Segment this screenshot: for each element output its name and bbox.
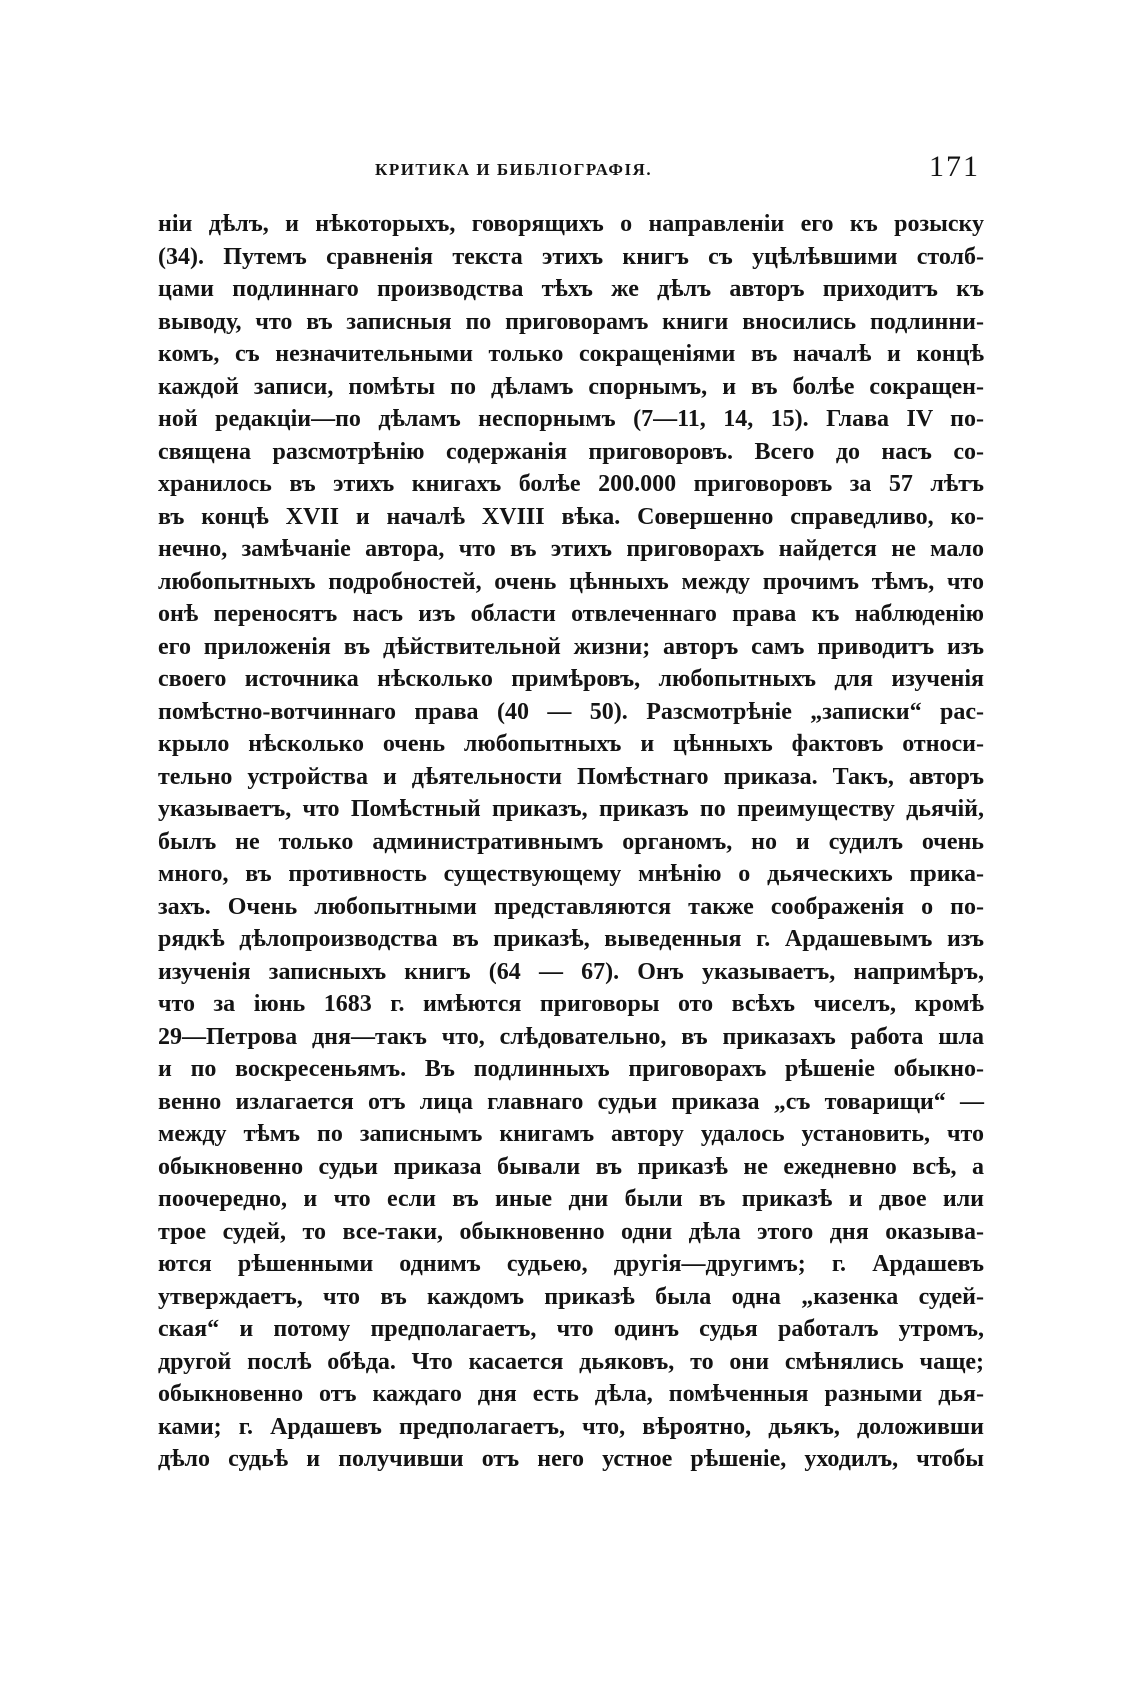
body-text [158,208,984,1476]
text-line: хранилось въ этихъ книгахъ болѣе 200.000 приговоровъ за 57 лѣтъ [158,471,984,497]
text-line: онѣ переносятъ насъ изъ области отвлеченнаго права къ наблюденію [158,601,984,627]
text-line: въ концѣ XVII и началѣ XVIII вѣка. Совершенно справедливо, ко- [158,503,984,530]
page-number: 171 [929,150,980,183]
text-line: изученія записныхъ книгъ (64 — 67). Онъ указываетъ, напримѣръ, [158,958,984,985]
text-line: что за іюнь 1683 г. имѣются приговоры ото всѣхъ чиселъ, кромѣ [158,991,984,1017]
text-line: былъ не только административнымъ органомъ, но и судилъ очень [158,828,984,855]
text-line: много, въ противность существующему мнѣнію о дьяческихъ прика- [158,861,984,887]
text-line: крыло нѣсколько очень любопытныхъ и цѣнныхъ фактовъ относи- [158,731,984,757]
text-line: между тѣмъ по записнымъ книгамъ автору удалось установить, что [158,1121,984,1147]
text-line: его приложенія въ дѣйствительной жизни; авторъ самъ приводитъ изъ [158,633,984,660]
text-line: дѣло судьѣ и получивши отъ него устное рѣшеніе, уходилъ, чтобы [158,1446,984,1472]
text-line: венно излагается отъ лица главнаго судьи приказа „съ товарищи“ — [158,1088,984,1115]
text-line: нечно, замѣчаніе автора, что въ этихъ приговорахъ найдется не мало [158,536,984,562]
text-line: тельно устройства и дѣятельности Помѣстнаго приказа. Такъ, авторъ [158,763,984,790]
text-line: ной редакціи—по дѣламъ неспорнымъ (7—11, 14, 15). Глава IV по- [158,406,984,432]
text-line: поочередно, и что если въ иные дни были въ приказѣ и двое или [158,1186,984,1212]
text-line: любопытныхъ подробностей, очень цѣнныхъ между прочимъ тѣмъ, что [158,568,984,595]
text-line: выводу, что въ записныя по приговорамъ книги вносились подлинни- [158,308,984,335]
text-line: указываетъ, что Помѣстный приказъ, приказъ по преимуществу дьячій, [158,796,984,822]
text-line: захъ. Очень любопытными представляются также соображенія о по- [158,893,984,920]
text-line: комъ, съ незначительными только сокращеніями въ началѣ и концѣ [158,341,984,367]
text-line: 29—Петрова дня—такъ что, слѣдовательно, въ приказахъ работа шла [158,1023,984,1050]
text-line: рядкѣ дѣлопроизводства въ приказѣ, выведенныя г. Ардашевымъ изъ [158,926,984,952]
text-line: обыкновенно судьи приказа бывали въ приказѣ не ежедневно всѣ, а [158,1153,984,1180]
text-line: утверждаетъ, что въ каждомъ приказѣ была одна „казенка судей- [158,1283,984,1310]
text-line: (34). Путемъ сравненія текста этихъ книгъ съ уцѣлѣвшими столб- [158,243,984,270]
text-line: священа разсмотрѣнію содержанія приговоровъ. Всего до насъ со- [158,438,984,465]
text-line: каждой записи, помѣты по дѣламъ спорнымъ, и въ болѣе сокращен- [158,373,984,400]
text-line: цами подлиннаго производства тѣхъ же дѣлъ авторъ приходитъ къ [158,276,984,302]
running-title: КРИТИКА И БИБЛІОГРАФІЯ. [375,160,653,179]
text-line: помѣстно-вотчиннаго права (40 — 50). Разсмотрѣніе „записки“ рас- [158,698,984,725]
text-line: ками; г. Ардашевъ предполагаетъ, что, вѣроятно, дьякъ, доложивши [158,1413,984,1440]
text-line: ская“ и потому предполагаетъ, что одинъ судья работалъ утромъ, [158,1316,984,1342]
text-line: обыкновенно отъ каждаго дня есть дѣла, помѣченныя разными дья- [158,1381,984,1407]
text-line: ніи дѣлъ, и нѣкоторыхъ, говорящихъ о направленіи его къ розыску [158,211,984,237]
text-line: своего источника нѣсколько примѣровъ, любопытныхъ для изученія [158,666,984,692]
text-line: и по воскресеньямъ. Въ подлинныхъ приговорахъ рѣшеніе обыкно- [158,1056,984,1082]
text-line: трое судей, то все-таки, обыкновенно одни дѣла этого дня оказыва- [158,1218,984,1245]
text-line: другой послѣ обѣда. Что касается дьяковъ, то они смѣнялись чаще; [158,1348,984,1375]
page-header [160,150,980,190]
text-line: ются рѣшенными однимъ судьею, другія—другимъ; г. Ардашевъ [158,1251,984,1277]
